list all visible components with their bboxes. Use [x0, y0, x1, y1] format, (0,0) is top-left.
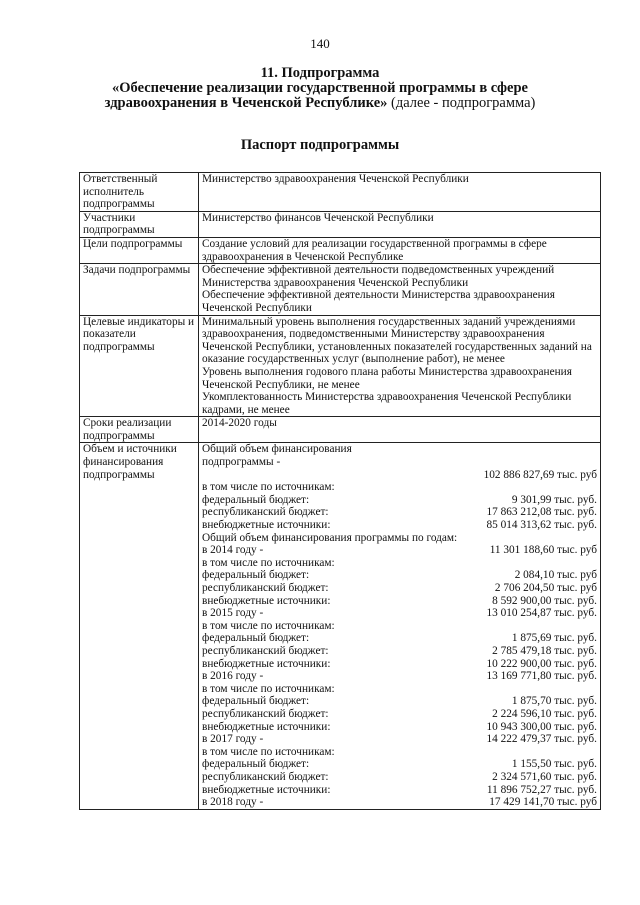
- row-label-participants: Участники подпрограммы: [80, 211, 199, 237]
- task-1: Обеспечение эффективной деятельности подведомственных учреждений Министерства здравоохранения Чеченской Республики: [202, 264, 555, 289]
- fin-total-value: 102 886 827,69 тыс. руб: [483, 468, 597, 481]
- table-row: [80, 315, 601, 417]
- table-row: [80, 211, 601, 237]
- row-value-goals: Создание условий для реализации государственной программы в сфере здравоохранения в Чеченской Республике: [199, 237, 601, 263]
- year-2015-ext: внебюджетные источники: 10 222 900,00 тыс. руб.: [202, 657, 597, 670]
- table-row: [80, 237, 601, 263]
- year-2014-ext: внебюджетные источники: 8 592 900,00 тыс. руб.: [202, 594, 597, 607]
- row-value-tasks: [199, 264, 601, 315]
- year-2015-rep: республиканский бюджет: 2 785 479,18 тыс. руб.: [202, 644, 597, 657]
- year-2015-fed: федеральный бюджет: 1 875,69 тыс. руб.: [202, 632, 597, 645]
- fin-incl: в том числе по источникам:: [202, 481, 335, 494]
- table-row: [80, 173, 601, 212]
- year-2014-total: в 2014 году - 11 301 188,60 тыс. руб: [202, 544, 597, 557]
- row-value-indicators: [199, 315, 601, 417]
- year-2016-incl: в том числе по источникам:: [202, 682, 335, 695]
- row-value-financing: [199, 443, 601, 809]
- table-row: [80, 443, 601, 809]
- fin-total-fed: федеральный бюджет: 9 301,99 тыс. руб.: [202, 493, 597, 506]
- subprogram-heading: [0, 66, 640, 111]
- year-2016-rep: республиканский бюджет: 2 224 596,10 тыс. руб.: [202, 707, 597, 720]
- row-label-financing: Объем и источники финансирования подпрограммы: [80, 443, 199, 809]
- year-2017-ext: внебюджетные источники: 11 896 752,27 тыс. руб.: [202, 783, 597, 796]
- row-label-tasks: Задачи подпрограммы: [80, 264, 199, 315]
- row-value-responsible: Министерство здравоохранения Чеченской Республики: [199, 173, 601, 212]
- indicator-2: Уровень выполнения годового плана работы Министерства здравоохранения Чеченской Республики, не менее: [202, 365, 572, 391]
- row-value-terms: 2014-2020 годы: [199, 417, 601, 443]
- year-2017-total: в 2017 году - 14 222 479,37 тыс. руб.: [202, 733, 597, 746]
- heading-line-2: «Обеспечение реализации государственной программы в сфере: [112, 80, 528, 96]
- row-label-goals: Цели подпрограммы: [80, 237, 199, 263]
- table-row: [80, 264, 601, 315]
- row-label-terms: Сроки реализации подпрограммы: [80, 417, 199, 443]
- row-label-responsible: Ответственный исполнитель подпрограммы: [80, 173, 199, 212]
- year-2016-fed: федеральный бюджет: 1 875,70 тыс. руб.: [202, 695, 597, 708]
- fin-total-line2: подпрограммы -: [202, 456, 281, 469]
- year-2017-incl: в том числе по источникам:: [202, 745, 335, 758]
- heading-line-3-rest: (далее - подпрограмма): [387, 95, 536, 111]
- year-2017-fed: федеральный бюджет: 1 155,50 тыс. руб.: [202, 758, 597, 771]
- year-2016-total: в 2016 году - 13 169 771,80 тыс. руб.: [202, 670, 597, 683]
- year-2014-incl: в том числе по источникам:: [202, 556, 335, 569]
- year-2015-total: в 2015 году - 13 010 254,87 тыс. руб.: [202, 607, 597, 620]
- year-2014-fed: федеральный бюджет: 2 084,10 тыс. руб: [202, 569, 597, 582]
- year-2014-rep: республиканский бюджет: 2 706 204,50 тыс. руб: [202, 582, 597, 594]
- passport-table: [79, 172, 601, 810]
- task-2: Обеспечение эффективной деятельности Министерства здравоохранения Чеченской Республики: [202, 289, 555, 314]
- year-2018-total: в 2018 году - 17 429 141,70 тыс. руб: [202, 796, 597, 809]
- page-number: 140: [310, 36, 330, 51]
- fin-total-line1: Общий объем финансирования: [202, 443, 352, 456]
- row-label-indicators: Целевые индикаторы и показатели подпрограммы: [80, 315, 199, 417]
- indicator-1: Минимальный уровень выполнения государственных заданий учреждениями здравоохранения, подведомственными Министерству здравоохранения Чеченской Республики, установленных показателей государственных заданий на оказание государственных услуг (выполнение работ), не менее: [202, 315, 592, 366]
- fin-total-rep: республиканский бюджет: 17 863 212,08 тыс. руб.: [202, 506, 597, 519]
- fin-total-ext: внебюджетные источники: 85 014 313,62 тыс. руб.: [202, 519, 597, 532]
- row-value-participants: Министерство финансов Чеченской Республики: [199, 211, 601, 237]
- year-2017-rep: республиканский бюджет: 2 324 571,60 тыс. руб.: [202, 770, 597, 783]
- year-2015-incl: в том числе по источникам:: [202, 619, 335, 632]
- fin-by-years: Общий объем финансирования программы по годам:: [202, 531, 458, 544]
- table-row: [80, 417, 601, 443]
- indicator-3: Укомплектованность Министерства здравоохранения Чеченской Республики кадрами, не менее: [202, 391, 572, 416]
- year-2016-ext: внебюджетные источники: 10 943 300,00 тыс. руб.: [202, 720, 597, 733]
- heading-line-1: 11. Подпрограмма: [260, 65, 380, 81]
- heading-line-3-bold: здравоохранения в Чеченской Республике»: [104, 95, 388, 111]
- passport-title: Паспорт подпрограммы: [240, 137, 400, 153]
